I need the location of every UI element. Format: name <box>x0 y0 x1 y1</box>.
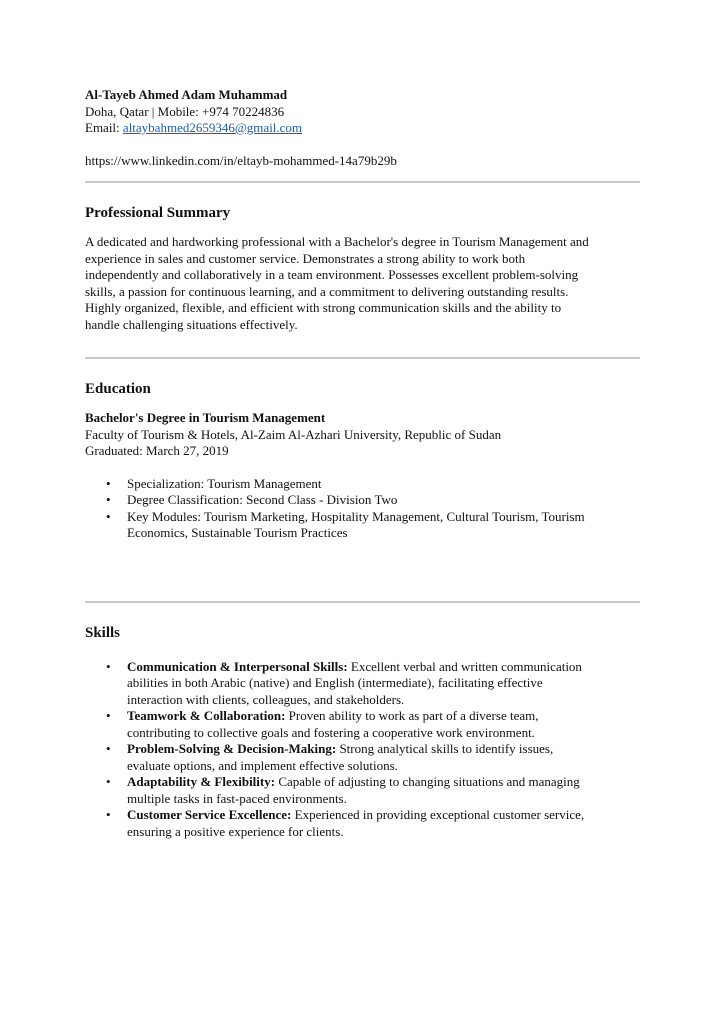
summary-line: experience in sales and customer service. Demonstrates a strong ability to work both <box>85 250 526 266</box>
graduation-date: Graduated: March 27, 2019 <box>85 443 229 458</box>
list-item: • Key Modules: Tourism Marketing, Hospitality Management, Cultural Tourism, Tourism Economics, Sustainable Tourism Practices <box>127 509 640 542</box>
education-entry <box>85 410 640 460</box>
list-item: • Problem-Solving & Decision-Making: Strong analytical skills to identify issues, evaluate options, and implement effective solutions. <box>127 741 640 774</box>
divider <box>85 357 640 359</box>
skills-heading: Skills <box>85 624 121 641</box>
summary-heading: Professional Summary <box>85 205 231 221</box>
education-details-list <box>85 476 640 542</box>
email-label: Email: <box>85 120 123 135</box>
skill-title: Teamwork & Collaboration: <box>127 708 286 723</box>
skill-title: Customer Service Excellence: <box>127 807 292 822</box>
list-item: • Communication & Interpersonal Skills: Excellent verbal and written communication abilities in both Arabic (native) and English (intermediate), facilitating effective interaction with clients, colleagues, and stakeholders. <box>127 659 640 709</box>
email-line <box>85 120 640 137</box>
education-heading: Education <box>85 381 151 397</box>
contact-header <box>85 87 640 169</box>
skill-title: Communication & Interpersonal Skills: <box>127 658 348 674</box>
summary-line: A dedicated and hardworking professional with a Bachelor's degree in Tourism Management and <box>85 234 589 249</box>
skill-title: Problem-Solving & Decision-Making: <box>127 741 337 756</box>
skills-list <box>85 659 640 841</box>
degree-title: Bachelor's Degree in Tourism Management <box>85 410 326 425</box>
resume-page <box>85 87 640 840</box>
skill-title: Adaptability & Flexibility: <box>127 774 276 789</box>
summary-line: skills, a passion for continuous learning, and a commitment to delivering outstanding results. <box>85 283 569 299</box>
email-link[interactable]: altaybahmed2659346@gmail.com <box>122 120 303 135</box>
location-phone: Doha, Qatar | Mobile: +974 70224836 <box>85 103 285 119</box>
list-item: • Specialization: Tourism Management <box>127 476 640 493</box>
list-item: • Adaptability & Flexibility: Capable of adjusting to changing situations and managing multiple tasks in fast-paced environments. <box>127 774 640 807</box>
summary-line: handle challenging situations effectively. <box>85 316 298 332</box>
list-item: • Teamwork & Collaboration: Proven ability to work as part of a diverse team, contributing to collective goals and fostering a cooperative work environment. <box>127 708 640 741</box>
divider <box>85 601 640 603</box>
summary-line: independently and collaboratively in a team environment. Possesses excellent problem-solving <box>85 267 579 282</box>
divider <box>85 181 640 183</box>
summary-line: Highly organized, flexible, and efficient with strong communication skills and the ability to <box>85 300 562 315</box>
list-item: • Degree Classification: Second Class - Division Two <box>127 492 640 509</box>
linkedin-url[interactable]: https://www.linkedin.com/in/eltayb-mohammed-14a79b29b <box>85 152 397 168</box>
institution: Faculty of Tourism & Hotels, Al-Zaim Al-Azhari University, Republic of Sudan <box>85 426 502 442</box>
summary-text <box>85 234 640 333</box>
list-item: • Customer Service Excellence: Experienced in providing exceptional customer service, ensuring a positive experience for clients. <box>127 807 640 840</box>
candidate-name: Al-Tayeb Ahmed Adam Muhammad <box>85 87 288 102</box>
